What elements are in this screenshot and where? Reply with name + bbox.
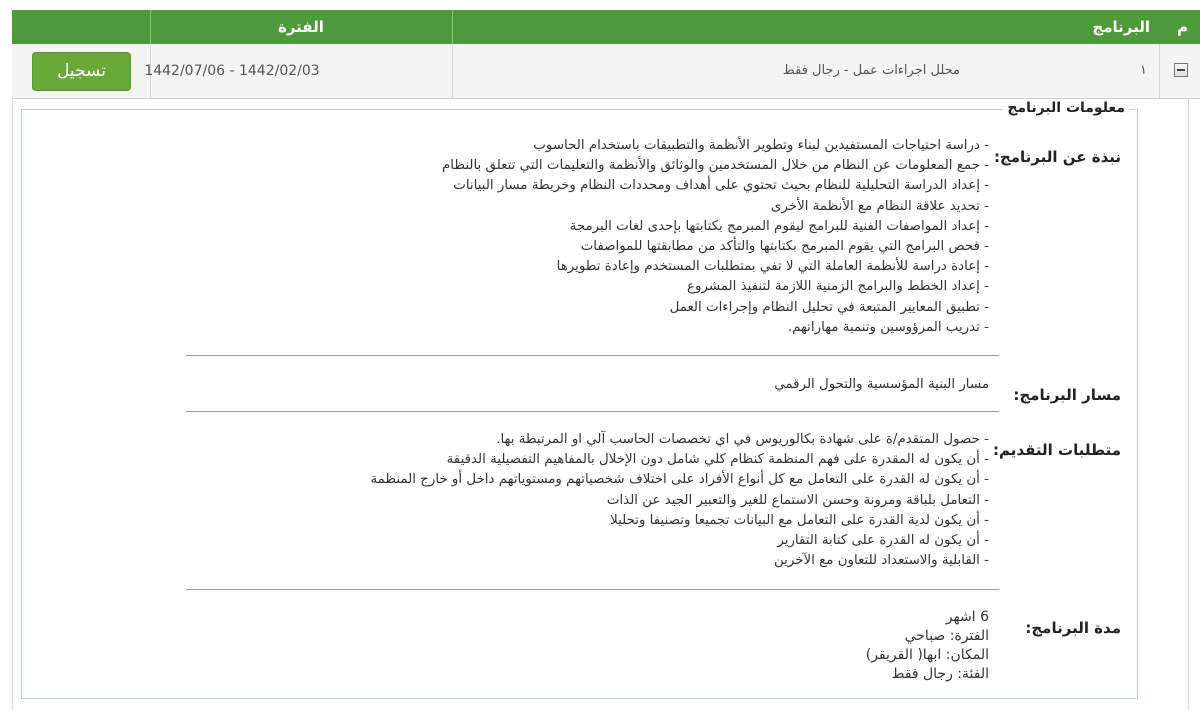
requirement-line: - حصول المتقدم/ة على شهادة بكالوريوس في اي تخصصات الحاسب آلي او المرتبطة بها.	[496, 432, 989, 447]
header-number: م	[1177, 18, 1188, 36]
about-label: نبذة عن البرنامج:	[993, 148, 1121, 166]
section-divider	[186, 411, 999, 412]
cell-divider	[1159, 44, 1160, 98]
register-button[interactable]: تسجيل	[32, 52, 131, 91]
table-row	[12, 44, 1200, 99]
requirement-line: - التعامل بلباقة ومرونة وحسن الاستماع للغير والتعبير الجيد عن الذات	[606, 492, 989, 508]
duration-line: 6 اشهر	[945, 609, 989, 625]
program-info-legend: معلومات البرنامج	[1003, 100, 1129, 116]
duration-content	[866, 608, 989, 684]
requirements-label: متطلبات التقديم:	[993, 441, 1121, 459]
header-program: البرنامج	[1092, 18, 1150, 36]
program-info-fieldset	[21, 100, 1138, 699]
table-header	[12, 10, 1200, 44]
program-details	[12, 98, 1189, 710]
requirement-line: - أن يكون له المقدرة على فهم المنظمة كنظام كلي شامل دون الإخلال بالمفاهيم التفصيلية الدقيقة	[446, 452, 989, 468]
track-content	[774, 375, 989, 395]
about-line: - إعداد الخطط والبرامج الزمنية اللازمة لتنفيذ المشروع	[687, 279, 989, 295]
duration-line: الفترة: صباحي	[904, 628, 989, 644]
cell-divider	[452, 44, 453, 98]
about-line: - تدريب المرؤوسين وتنمية مهاراتهم.	[787, 319, 989, 335]
requirements-content	[370, 430, 989, 571]
requirement-line: - أن يكون له القدرة على كتابة التقارير	[777, 533, 989, 549]
requirement-line: - القابلية والاستعداد للتعاون مع الآخرين	[773, 553, 989, 569]
about-line: - جمع المعلومات عن النظام من خلال المستخدمين والوثائق والأنظمة والتعليمات التي تتعلق بالنظام	[442, 158, 989, 174]
duration-line: المكان: ابها( القريقر)	[865, 647, 989, 663]
header-divider	[452, 10, 453, 44]
header-period: الفترة	[278, 18, 324, 36]
duration-line: الفئة: رجال فقط	[891, 666, 989, 682]
requirement-line: - أن يكون لدية القدرة على التعامل مع البيانات تجميعا وتصنيفا وتحليلا	[610, 512, 989, 528]
section-divider	[186, 589, 999, 590]
requirement-line: - أن يكون له القدرة على التعامل مع كل أنواع الأفراد على اختلاف شخصياتهم ومستوياتهم داخل أو خارج المنظمة	[370, 472, 989, 488]
about-line: - تطبيق المعايير المتبعة في تحليل النظام وإجراءات العمل	[669, 299, 989, 315]
about-line: - دراسة احتياجات المستفيدين لبناء وتطوير الأنظمة والتطبيقات باستخدام الحاسوب	[533, 138, 989, 153]
duration-label: مدة البرنامج:	[1025, 619, 1121, 637]
about-line: - فحص البرامج التي يقوم المبرمج بكتابتها والتأكد من مطابقتها للمواصفات	[580, 239, 989, 255]
about-line: - تحديد علاقة النظام مع الأنظمة الأخرى	[770, 198, 989, 214]
about-line: - إعادة دراسة للأنظمة العاملة التي لا تفي بمتطلبات المستخدم وإعادة تطويرها	[556, 259, 989, 275]
row-number: ١	[1140, 63, 1147, 78]
about-line: - إعداد الدراسة التحليلية للنظام بحيث تحتوي على أهداف ومحددات النظام وخريطة مسار البيانات	[453, 178, 989, 194]
header-divider	[150, 10, 151, 44]
section-divider	[186, 355, 999, 356]
collapse-icon[interactable]	[1174, 63, 1188, 77]
about-line: - إعداد المواصفات الفنية للبرامج ليقوم المبرمج بكتابتها بإحدى لغات البرمجة	[569, 218, 989, 234]
program-name: محلل اجراءات عمل - رجال فقط	[782, 63, 960, 78]
track-label: مسار البرنامج:	[1013, 386, 1121, 404]
about-content	[442, 136, 989, 338]
track-value: مسار البنية المؤسسية والتحول الرقمي	[774, 377, 989, 392]
program-period: 1442/07/06 - 1442/02/03	[144, 63, 320, 79]
